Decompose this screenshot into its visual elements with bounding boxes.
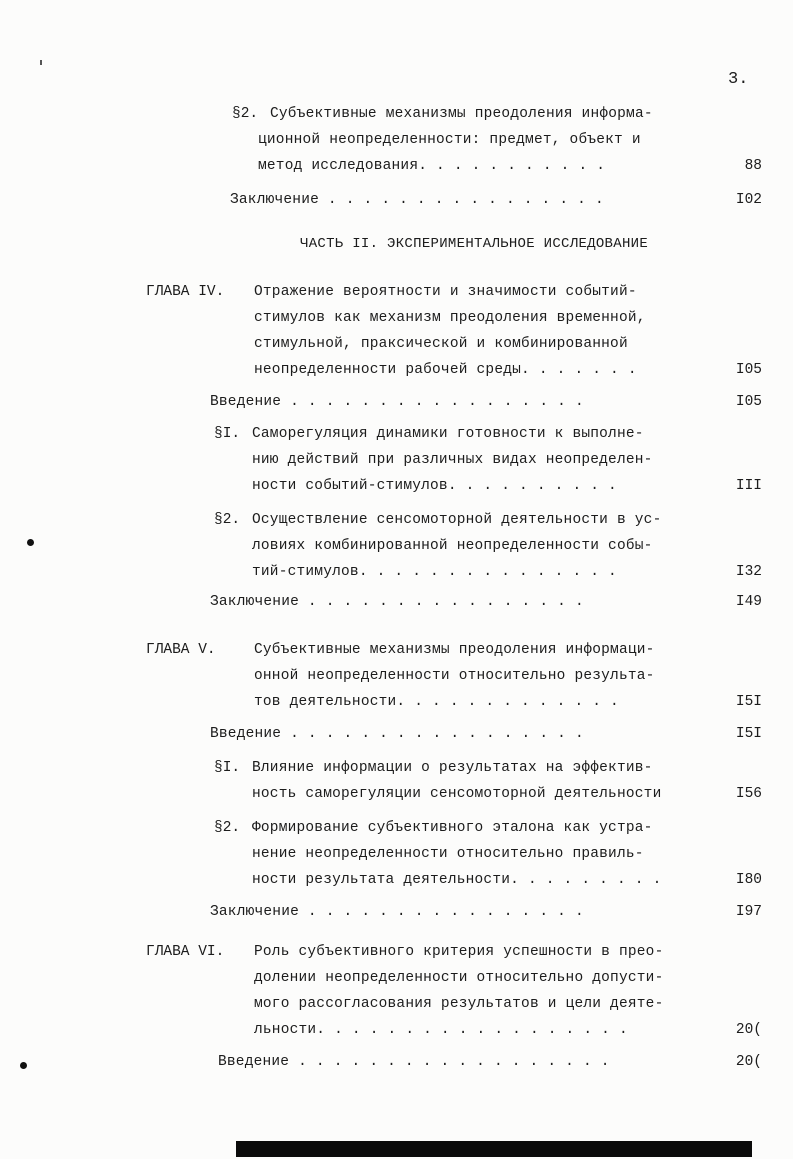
chapter-6-label: ГЛАВА VI. (146, 944, 225, 960)
chapter-4-s1-line-1: Саморегуляция динамики готовности к выполне- (252, 426, 644, 442)
chapter-4-conclusion: Заключение . . . . . . . . . . . . . . . . (210, 594, 584, 610)
section-2-line-3: метод исследования. . . . . . . . . . . (258, 158, 606, 174)
chapter-5-label: ГЛАВА V. (146, 642, 216, 658)
chapter-6-line-3: мого рассогласования результатов и цели деяте- (254, 996, 664, 1012)
chapter-4-s2-page: I32 (735, 564, 762, 580)
chapter-6-line-2: долении неопределенности относительно допусти- (254, 970, 664, 986)
chapter-4-line-3: стимульной, праксической и комбинированной (254, 336, 628, 352)
chapter-4-intro-page: I05 (735, 394, 762, 410)
section-2-page: 88 (744, 158, 762, 174)
chapter-5-conclusion-page: I97 (735, 904, 762, 920)
scan-edge-bar (236, 1141, 752, 1157)
chapter-5-s1-page: I56 (735, 786, 762, 802)
chapter-4-s1-line-3: ности событий-стимулов. . . . . . . . . . (252, 478, 617, 494)
scan-hole-mark-2 (20, 1062, 27, 1069)
chapter-5-s2-line-1: Формирование субъективного эталона как устра- (252, 820, 653, 836)
section-2-line-1: Субъективные механизмы преодоления информа- (270, 106, 653, 122)
chapter-5-line-1: Субъективные механизмы преодоления информаци- (254, 642, 655, 658)
chapter-4-s2-line-1: Осуществление сенсомоторной деятельности в ус- (252, 512, 662, 528)
chapter-4-s2-line-3: тий-стимулов. . . . . . . . . . . . . . . (252, 564, 617, 580)
chapter-5-s1-label: §I. (214, 760, 241, 776)
chapter-6-page: 20( (735, 1022, 762, 1038)
page-number: 3. (728, 70, 749, 89)
section-2-label: §2. (232, 106, 259, 122)
chapter-5-intro: Введение . . . . . . . . . . . . . . . . . (210, 726, 584, 742)
chapter-4-conclusion-page: I49 (735, 594, 762, 610)
section-2-line-2: ционной неопределенности: предмет, объект и (258, 132, 641, 148)
chapter-4-line-1: Отражение вероятности и значимости событий- (254, 284, 637, 300)
chapter-5-page: I5I (735, 694, 762, 710)
chapter-6-line-1: Роль субъективного критерия успешности в прео- (254, 944, 664, 960)
chapter-6-intro-page: 20( (735, 1054, 762, 1070)
chapter-4-line-2: стимулов как механизм преодоления временной, (254, 310, 646, 326)
chapter-5-intro-page: I5I (735, 726, 762, 742)
chapter-4-s1-line-2: нию действий при различных видах неопределен- (252, 452, 653, 468)
conclusion-1-page: I02 (735, 192, 762, 208)
chapter-4-s1-label: §I. (214, 426, 241, 442)
chapter-5-s2-line-2: нение неопределенности относительно правиль- (252, 846, 644, 862)
chapter-4-s2-label: §2. (214, 512, 241, 528)
chapter-5-s2-label: §2. (214, 820, 241, 836)
chapter-4-page: I05 (735, 362, 762, 378)
chapter-4-line-4: неопределенности рабочей среды. . . . . . . (254, 362, 637, 378)
chapter-5-s1-line-1: Влияние информации о результатах на эффектив- (252, 760, 653, 776)
chapter-5-s2-line-3: ности результата деятельности. . . . . . . . . (252, 872, 662, 888)
chapter-5-s1-line-2: ность саморегуляции сенсомоторной деятельности (252, 786, 662, 802)
chapter-5-s2-page: I80 (735, 872, 762, 888)
scan-speck (40, 60, 42, 65)
chapter-4-intro: Введение . . . . . . . . . . . . . . . . . (210, 394, 584, 410)
conclusion-1: Заключение . . . . . . . . . . . . . . . . (230, 192, 604, 208)
part-2-heading: ЧАСТЬ II. ЭКСПЕРИМЕНТАЛЬНОЕ ИССЛЕДОВАНИЕ (300, 236, 649, 252)
chapter-6-intro: Введение . . . . . . . . . . . . . . . . . . (218, 1054, 610, 1070)
chapter-5-line-3: тов деятельности. . . . . . . . . . . . . (254, 694, 619, 710)
chapter-4-label: ГЛАВА IV. (146, 284, 225, 300)
chapter-5-conclusion: Заключение . . . . . . . . . . . . . . . . (210, 904, 584, 920)
chapter-5-line-2: онной неопределенности относительно результа- (254, 668, 655, 684)
chapter-4-s1-page: III (735, 478, 762, 494)
chapter-6-line-4: льности. . . . . . . . . . . . . . . . . . (254, 1022, 628, 1038)
scan-hole-mark (27, 539, 34, 546)
chapter-4-s2-line-2: ловиях комбинированной неопределенности собы- (252, 538, 653, 554)
